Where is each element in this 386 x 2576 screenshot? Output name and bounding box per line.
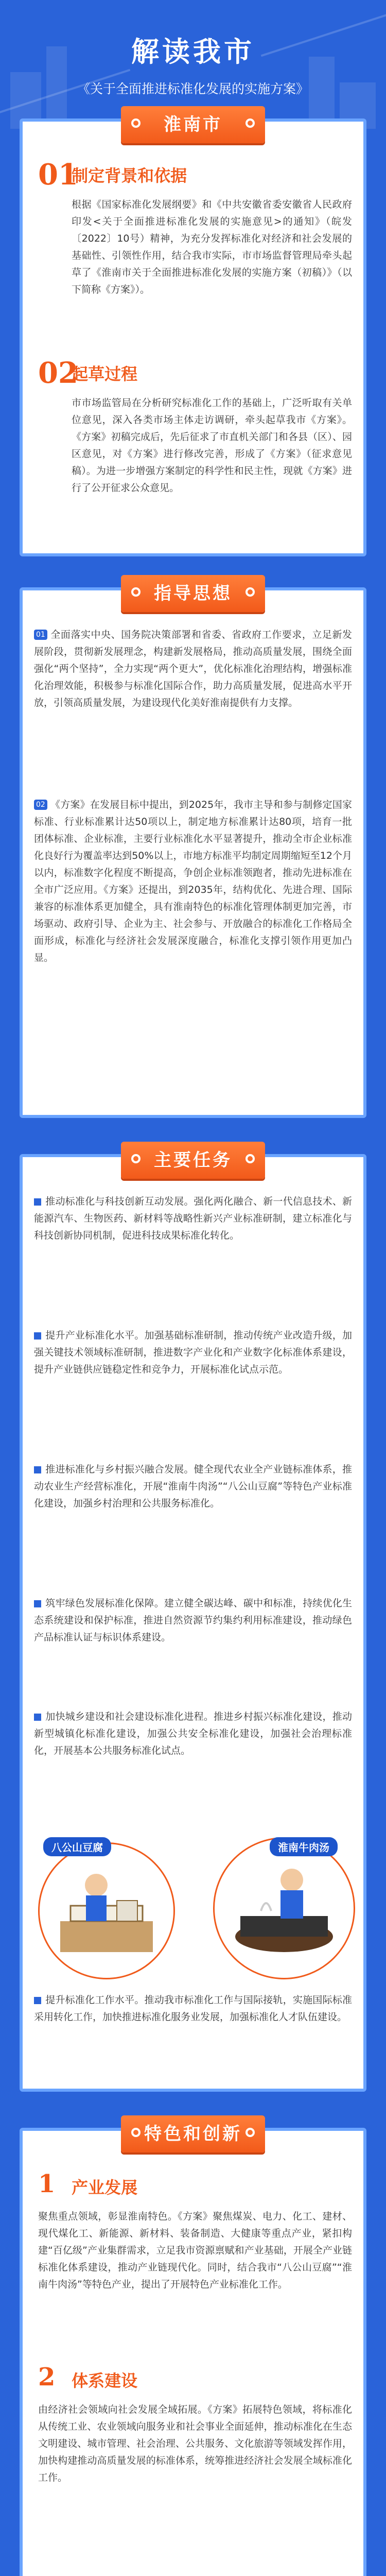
task-item: 推动标准化与科技创新互动发展。强化两化融合、新一代信息技术、新能源汽车、生物医药、新材料等战略性新兴产业标准研制，建立标准化与科技创新协同机制，促进科技成果标准化转化。: [34, 1196, 352, 1241]
paragraph-badge: 02: [34, 800, 47, 810]
tofu-label: 八公山豆腐: [43, 1837, 111, 1856]
paragraph-badge: 01: [34, 630, 47, 640]
item-heading: 起草过程: [72, 364, 138, 384]
item-number: 2: [38, 2363, 56, 2392]
item-number: 02: [38, 356, 78, 390]
page-subtitle: 《关于全面推进标准化发展的实施方案》: [77, 81, 309, 96]
guiding-paragraph-1: 01 全面落实中央、国务院决策部署和省委、省政府工作要求，立足新发展阶段，贯彻新发展理念，构建新发展格局，推动高质量发展，围绕全面强化“两个坚持”，全力实现“两个更大”，优化标准化治理结构，增强标准化治理效能，积极参与标准化国际合作，助力高质量发展，促进高水平开放，引领高质量发展，为建设现代化美好淮南提供有力支撑。: [34, 629, 352, 708]
bullet-icon: [34, 1997, 41, 2004]
section-tab-guiding: 指导思想: [121, 575, 265, 612]
item-text: 聚焦重点领域，彰显淮南特色。《方案》聚焦煤炭、电力、化工、建材、现代煤化工、新能源、新材料、装备制造、大健康等重点产业，紧扣构建“百亿级”产业集群需求，立足我市资源禀赋和产业基础，开展全产业链标准化体系建设，推动产业链现代化。同时，结合我市“八公山豆腐”“淮南牛肉汤”等特色产业，提出了开展特色产业标准化工作。: [38, 2211, 352, 2290]
bullet-icon: [34, 1714, 41, 1721]
item-text: 市市场监管局在分析研究标准化工作的基础上，广泛听取有关单位意见，深入各类市场主体走访调研，牵头起草我市《方案》。《方案》初稿完成后，先后征求了市直机关部门和各县（区）、园区意见，对《方案》进行修改完善，形成了《方案》（征求意见稿）。为进一步增强方案制定的科学性和民主性，现就《方案》进行了公开征求公众意见。: [72, 397, 352, 494]
section-tab-huainan: 淮南市: [121, 106, 265, 143]
item-heading: 制定背景和依据: [72, 166, 187, 185]
section-huainan: [20, 114, 366, 556]
item-text: 由经济社会领域向社会发展全域拓展。《方案》拓展特色领域，将标准化从传统工业、农业领域向服务业和社会事业全面延伸，推动标准化在生态文明建设、城市管理、社会治理、公共服务、文化旅游等领域发挥作用，加快构建推动高质量发展的标准体系，统筹推进经济社会发展全域标准化工作。: [38, 2404, 352, 2483]
bullet-icon: [34, 1466, 41, 1473]
section-features: [20, 2124, 366, 2576]
section-main-tasks: [20, 1150, 366, 2092]
beef-soup-label: 淮南牛肉汤: [270, 1837, 338, 1856]
guiding-paragraph-2: 02 《方案》在发展目标中提出，到2025年，我市主导和参与制修定国家标准、行业标准累计达50项以上，制定地方标准累计达80项，培育一批团体标准、企业标准，主要行业标准化水平显著提升，推动全市企业标准化良好行为覆盖率达到50%以上，市地方标准平均制定周期缩短至12个月以内，标准数字化程度不断提高，争创企业标准领跑者，推动先进标准在全市广泛应用。《方案》还提出，到2035年，结构优化、先进合理、国际兼容的标准体系更加健全，具有淮南特色的标准化管理体制更加完善，市场驱动、政府引导、企业为主、社会参与、开放融合的标准化工作格局全面形成，标准化与经济社会发展深度融合，标准化支撑引领作用更加凸显。: [34, 799, 352, 963]
item-heading: 产业发展: [72, 2178, 138, 2197]
section-tab-features: 特色和创新: [121, 2115, 265, 2153]
section-tab-tasks: 主要任务: [121, 1142, 265, 1179]
beef-soup-illustration: [213, 1837, 355, 1979]
task-item: 推进标准化与乡村振兴融合发展。健全现代农业全产业链标准体系，推动农业生产经营标准化，开展“淮南牛肉汤”“八公山豆腐”等特色产业标准化建设，加强乡村治理和公共服务标准化。: [34, 1464, 352, 1509]
bullet-icon: [34, 1332, 41, 1340]
section-guiding-thought: [20, 583, 366, 1118]
bullet-icon: [34, 1198, 41, 1206]
item-text: 根据《国家标准化发展纲要》和《中共安徽省委安徽省人民政府印发<关于全面推进标准化发展的实施意见>的通知》（皖发〔2022〕10号）精神，为充分发挥标准化对经济和社会发展的基础性、引领性作用，结合我市实际，市市场监督管理局牵头起草了《淮南市关于全面推进标准化发展的实施方案（初稿）》（以下简称《方案》）。: [72, 199, 352, 295]
page-title: 解读我市: [131, 36, 255, 68]
task-item: 提升标准化工作水平。推动我市标准化工作与国际接轨，实施国际标准采用转化工作，加快推进标准化服务业发展，加强标准化人才队伍建设。: [34, 1994, 352, 2023]
tofu-illustration: [38, 1842, 175, 1979]
task-item: 提升产业标准化水平。加强基础标准研制，推动传统产业改造升级，加强关键技术领域标准研制，推进数字产业化和产业数字化标准体系建设，提升产业链供应链稳定性和竞争力，开展标准化试点示范。: [34, 1330, 352, 1375]
task-item: 筑牢绿色发展标准化保障。建立健全碳达峰、碳中和标准，持续优化生态系统建设和保护标准，推进自然资源节约集约利用标准建设，推动绿色产品标准认证与标识体系建设。: [34, 1598, 352, 1643]
bullet-icon: [34, 1600, 41, 1607]
item-heading: 体系建设: [72, 2371, 138, 2391]
task-item: 加快城乡建设和社会建设标准化进程。推进乡村振兴标准化建设，推动新型城镇化标准化建设，加强公共安全标准化建设，加强社会治理标准化，开展基本公共服务标准化试点。: [34, 1711, 352, 1756]
item-number: 1: [38, 2170, 56, 2198]
item-number: 01: [38, 158, 78, 192]
